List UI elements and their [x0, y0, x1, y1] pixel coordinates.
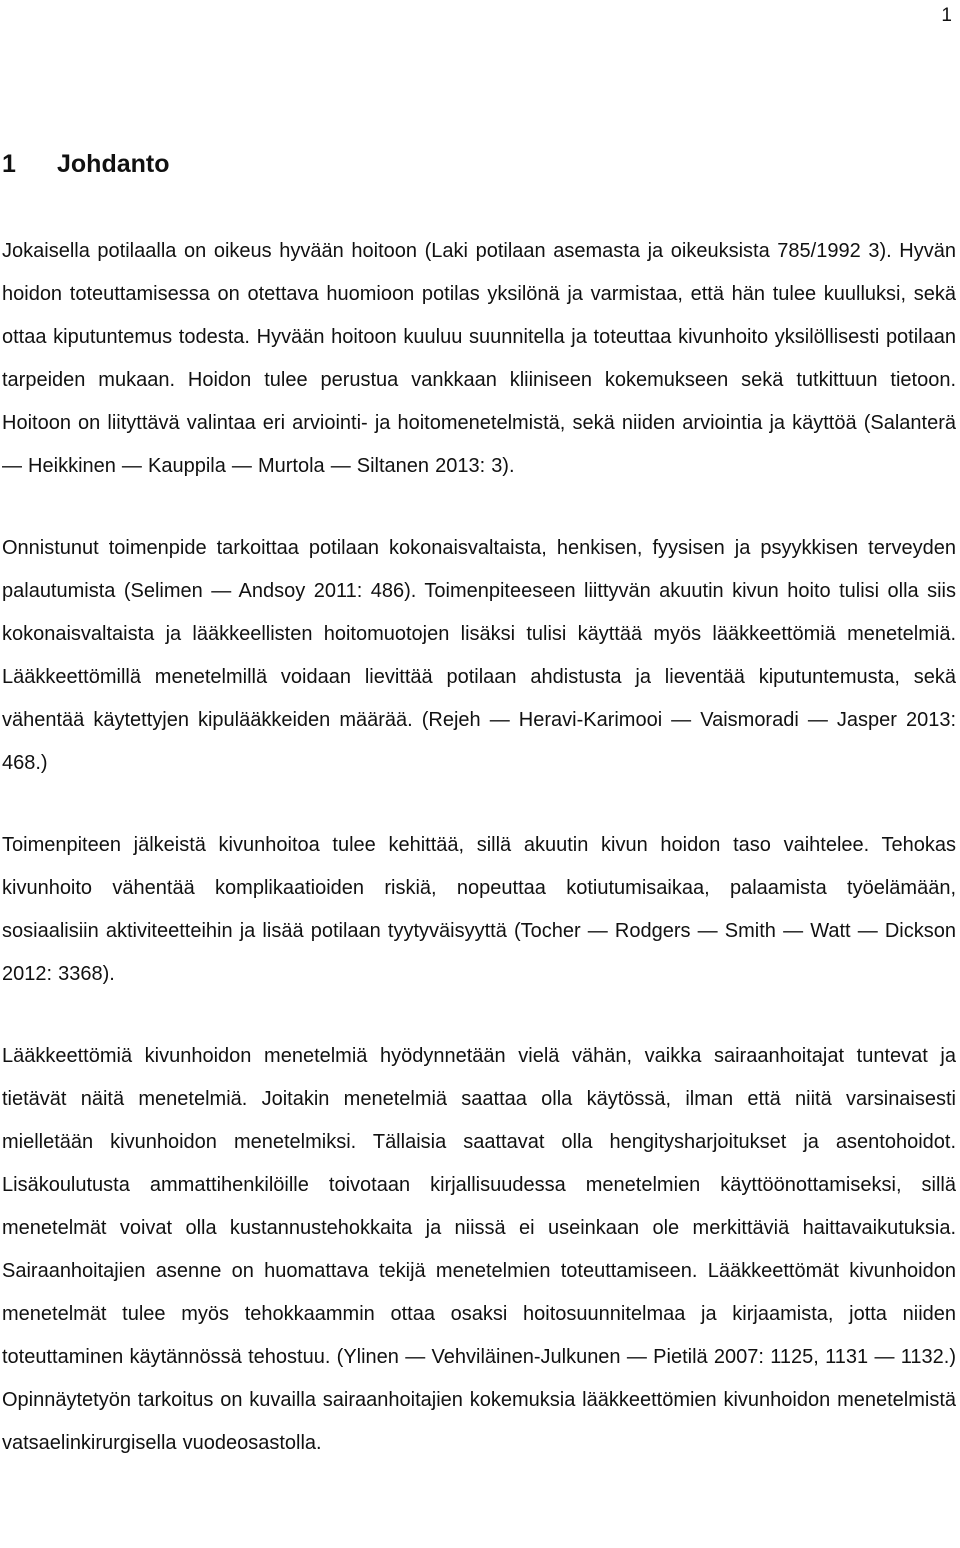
chapter-heading: [2, 148, 170, 180]
body-text: [2, 230, 956, 1504]
paragraph-3: Toimenpiteen jälkeistä kivunhoitoa tulee kehittää, sillä akuutin kivun hoidon taso vaihtelee. Tehokas kivunhoito vähentää komplikaatioiden riskiä, nopeuttaa kotiutumisaikaa, palaamista työelämään, sosiaalisiin aktiviteetteihin ja lisää potilaan tyytyväisyyttä (Tocher — Rodgers — Smith — Watt — Dickson 2012: 3368).: [2, 834, 956, 985]
chapter-number: 1: [2, 150, 16, 178]
paragraph-4: Lääkkeettömiä kivunhoidon menetelmiä hyödynnetään vielä vähän, vaikka sairaanhoitajat tuntevat ja tietävät näitä menetelmiä. Joitakin menetelmiä saattaa olla käytössä, ilman että niitä varsinaisesti mielletään kivunhoidon menetelmiksi. Tällaisia saattavat olla hengitysharjoitukset ja asentohoidot. Lisäkoulutusta ammattihenkilöille toivotaan kirjallisuudessa menetelmien käyttöönottamiseksi, sillä menetelmät voivat olla kustannustehokkaita ja niissä ei useinkaan ole merkittäviä haittavaikutuksia. Sairaanhoitajien asenne on huomattava tekijä menetelmien toteuttamiseen. Lääkkeettömät kivunhoidon menetelmät tulee myös tehokkaammin ottaa osaksi hoitosuunnitelmaa ja kirjaamista, jotta niiden toteuttaminen käytännössä tehostuu. (Ylinen — Vehviläinen-Julkunen — Pietilä 2007: 1125, 1131 — 1132.) Opinnäytetyön tarkoitus on kuvailla sairaanhoitajien kokemuksia lääkkeettömien kivunhoidon menetelmistä vatsaelinkirurgisella vuodeosastolla.: [2, 1045, 956, 1454]
chapter-title: Johdanto: [57, 150, 170, 178]
page-number: 1: [941, 5, 952, 26]
paragraph-1: Jokaisella potilaalla on oikeus hyvään hoitoon (Laki potilaan asemasta ja oikeuksista 785/1992 3). Hyvän hoidon toteuttamisessa on otettava huomioon potilas yksilönä ja varmistaa, että hän tulee kuulluksi, sekä ottaa kiputuntemus todesta. Hyvään hoitoon kuuluu suunnitella ja toteuttaa kivunhoito yksilöllisesti potilaan tarpeiden mukaan. Hoidon tulee perustua vankkaan kliiniseen kokemukseen sekä tutkittuun tietoon. Hoitoon on liityttävä valintaa eri arviointi- ja hoitomenetelmistä, sekä niiden arviointia ja käyttöä (Salanterä — Heikkinen — Kauppila — Murtola — Siltanen 2013: 3).: [2, 240, 956, 477]
paragraph-2: Onnistunut toimenpide tarkoittaa potilaan kokonaisvaltaista, henkisen, fyysisen ja psyykkisen terveyden palautumista (Selimen — Andsoy 2011: 486). Toimenpiteeseen liittyvän akuutin kivun hoito tulisi olla siis kokonaisvaltaista ja lääkkeellisten hoitomuotojen lisäksi tulisi käyttää myös lääkkeettömiä menetelmiä. Lääkkeettömillä menetelmillä voidaan lievittää potilaan ahdistusta ja lieventää kiputuntemusta, sekä vähentää käytettyjen kipulääkkeiden määrää. (Rejeh — Heravi-Karimooi — Vaismoradi — Jasper 2013: 468.): [2, 537, 956, 774]
